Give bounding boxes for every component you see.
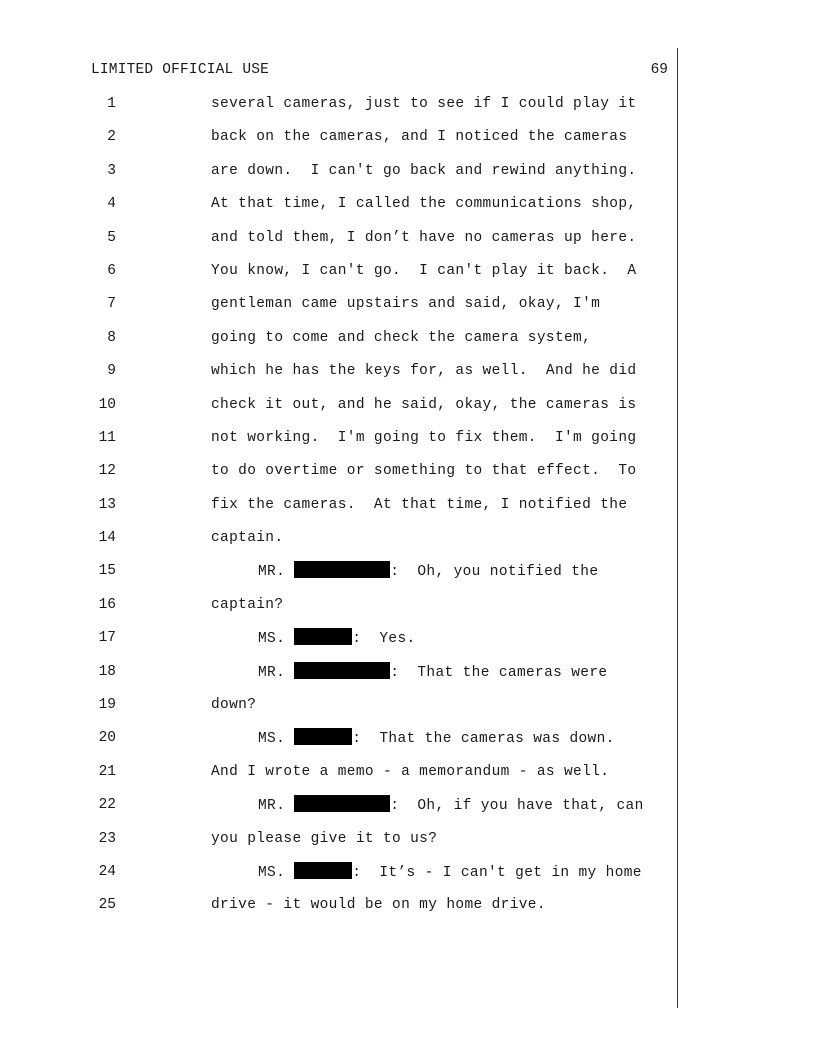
line-number: 24 bbox=[98, 863, 116, 880]
line-number: 1 bbox=[107, 96, 116, 112]
transcript-line bbox=[0, 829, 677, 862]
line-text: : Yes. bbox=[352, 631, 416, 648]
line-number: 6 bbox=[107, 262, 116, 279]
transcript-line bbox=[0, 94, 677, 127]
speaker-line bbox=[258, 795, 644, 816]
page-number: 69 bbox=[650, 62, 668, 78]
line-number: 23 bbox=[98, 830, 116, 847]
line-number: 20 bbox=[98, 730, 116, 747]
transcript-line bbox=[0, 595, 677, 628]
line-number: 22 bbox=[98, 797, 116, 814]
transcript-line bbox=[0, 428, 677, 461]
redacted-name bbox=[294, 662, 390, 679]
line-text: captain. bbox=[211, 530, 284, 547]
transcript-lines bbox=[0, 94, 677, 929]
line-text: down? bbox=[211, 697, 257, 714]
line-number: 17 bbox=[98, 630, 116, 647]
line-number: 19 bbox=[98, 697, 116, 714]
line-text: captain? bbox=[211, 596, 284, 613]
speaker-line bbox=[258, 862, 642, 883]
transcript-line bbox=[0, 161, 677, 194]
transcript-line bbox=[0, 895, 677, 928]
line-text: check it out, and he said, okay, the cameras is bbox=[211, 396, 637, 413]
transcript-line bbox=[0, 294, 677, 327]
transcript-line bbox=[0, 528, 677, 561]
line-number: 14 bbox=[98, 530, 116, 547]
redacted-name bbox=[294, 795, 390, 812]
line-text: At that time, I called the communications shop, bbox=[211, 196, 637, 213]
transcript-line bbox=[0, 261, 677, 294]
line-text: : Oh, if you have that, can bbox=[390, 798, 644, 815]
line-number: 4 bbox=[107, 196, 116, 213]
line-text: gentleman came upstairs and said, okay, I'm bbox=[211, 296, 601, 313]
line-text: going to come and check the camera system, bbox=[211, 329, 592, 346]
line-text: : That the cameras were bbox=[390, 664, 608, 681]
line-number: 11 bbox=[98, 429, 116, 446]
speaker-line bbox=[258, 561, 598, 582]
transcript-line bbox=[0, 662, 677, 695]
speaker-title: MR. bbox=[258, 564, 295, 581]
transcript-line bbox=[0, 328, 677, 361]
line-text: : That the cameras was down. bbox=[352, 731, 615, 748]
line-text: and told them, I don’t have no cameras up here. bbox=[211, 229, 637, 246]
line-text: And I wrote a memo - a memorandum - as well. bbox=[211, 763, 610, 780]
line-number: 2 bbox=[107, 129, 116, 146]
transcript-line bbox=[0, 228, 677, 261]
redacted-name bbox=[294, 728, 352, 745]
speaker-title: MR. bbox=[258, 798, 295, 815]
line-text: You know, I can't go. I can't play it back. A bbox=[211, 262, 637, 279]
line-number: 9 bbox=[107, 363, 116, 380]
transcript-line bbox=[0, 194, 677, 227]
line-text: : It’s - I can't get in my home bbox=[352, 864, 642, 881]
line-text: fix the cameras. At that time, I notified the bbox=[211, 496, 628, 513]
line-number: 18 bbox=[98, 663, 116, 680]
redacted-name bbox=[294, 862, 352, 879]
right-margin-rule bbox=[677, 48, 678, 1008]
transcript-line bbox=[0, 628, 677, 661]
line-text: you please give it to us? bbox=[211, 830, 438, 847]
line-number: 5 bbox=[107, 229, 116, 246]
line-number: 21 bbox=[98, 763, 116, 780]
line-number: 16 bbox=[98, 596, 116, 613]
line-text: not working. I'm going to fix them. I'm going bbox=[211, 429, 637, 446]
speaker-line bbox=[258, 628, 416, 649]
transcript-line bbox=[0, 795, 677, 828]
line-text: back on the cameras, and I noticed the cameras bbox=[211, 129, 628, 146]
line-text: : Oh, you notified the bbox=[390, 564, 599, 581]
line-number: 12 bbox=[98, 463, 116, 480]
transcript-line bbox=[0, 395, 677, 428]
speaker-title: MS. bbox=[258, 631, 295, 648]
line-text: to do overtime or something to that effect. To bbox=[211, 463, 637, 480]
speaker-title: MS. bbox=[258, 864, 295, 881]
speaker-line bbox=[258, 662, 607, 683]
line-number: 10 bbox=[98, 396, 116, 413]
transcript-line bbox=[0, 461, 677, 494]
redacted-name bbox=[294, 628, 352, 645]
transcript-line bbox=[0, 127, 677, 160]
line-text: which he has the keys for, as well. And he did bbox=[211, 363, 637, 380]
transcript-line bbox=[0, 695, 677, 728]
line-text: are down. I can't go back and rewind anything. bbox=[211, 162, 637, 179]
redacted-name bbox=[294, 561, 390, 578]
transcript-line bbox=[0, 561, 677, 594]
transcript-line bbox=[0, 495, 677, 528]
speaker-line bbox=[258, 728, 615, 749]
line-number: 7 bbox=[107, 296, 116, 313]
line-number: 13 bbox=[98, 496, 116, 513]
line-number: 15 bbox=[98, 563, 116, 580]
line-text: drive - it would be on my home drive. bbox=[211, 897, 546, 914]
transcript-line bbox=[0, 862, 677, 895]
classification-header: LIMITED OFFICIAL USE bbox=[91, 62, 270, 78]
line-number: 8 bbox=[107, 329, 116, 346]
speaker-title: MS. bbox=[258, 731, 295, 748]
line-text: several cameras, just to see if I could play it bbox=[211, 96, 637, 112]
transcript-line bbox=[0, 361, 677, 394]
transcript-line bbox=[0, 762, 677, 795]
line-number: 3 bbox=[107, 162, 116, 179]
speaker-title: MR. bbox=[258, 664, 295, 681]
transcript-line bbox=[0, 728, 677, 761]
line-number: 25 bbox=[98, 897, 116, 914]
